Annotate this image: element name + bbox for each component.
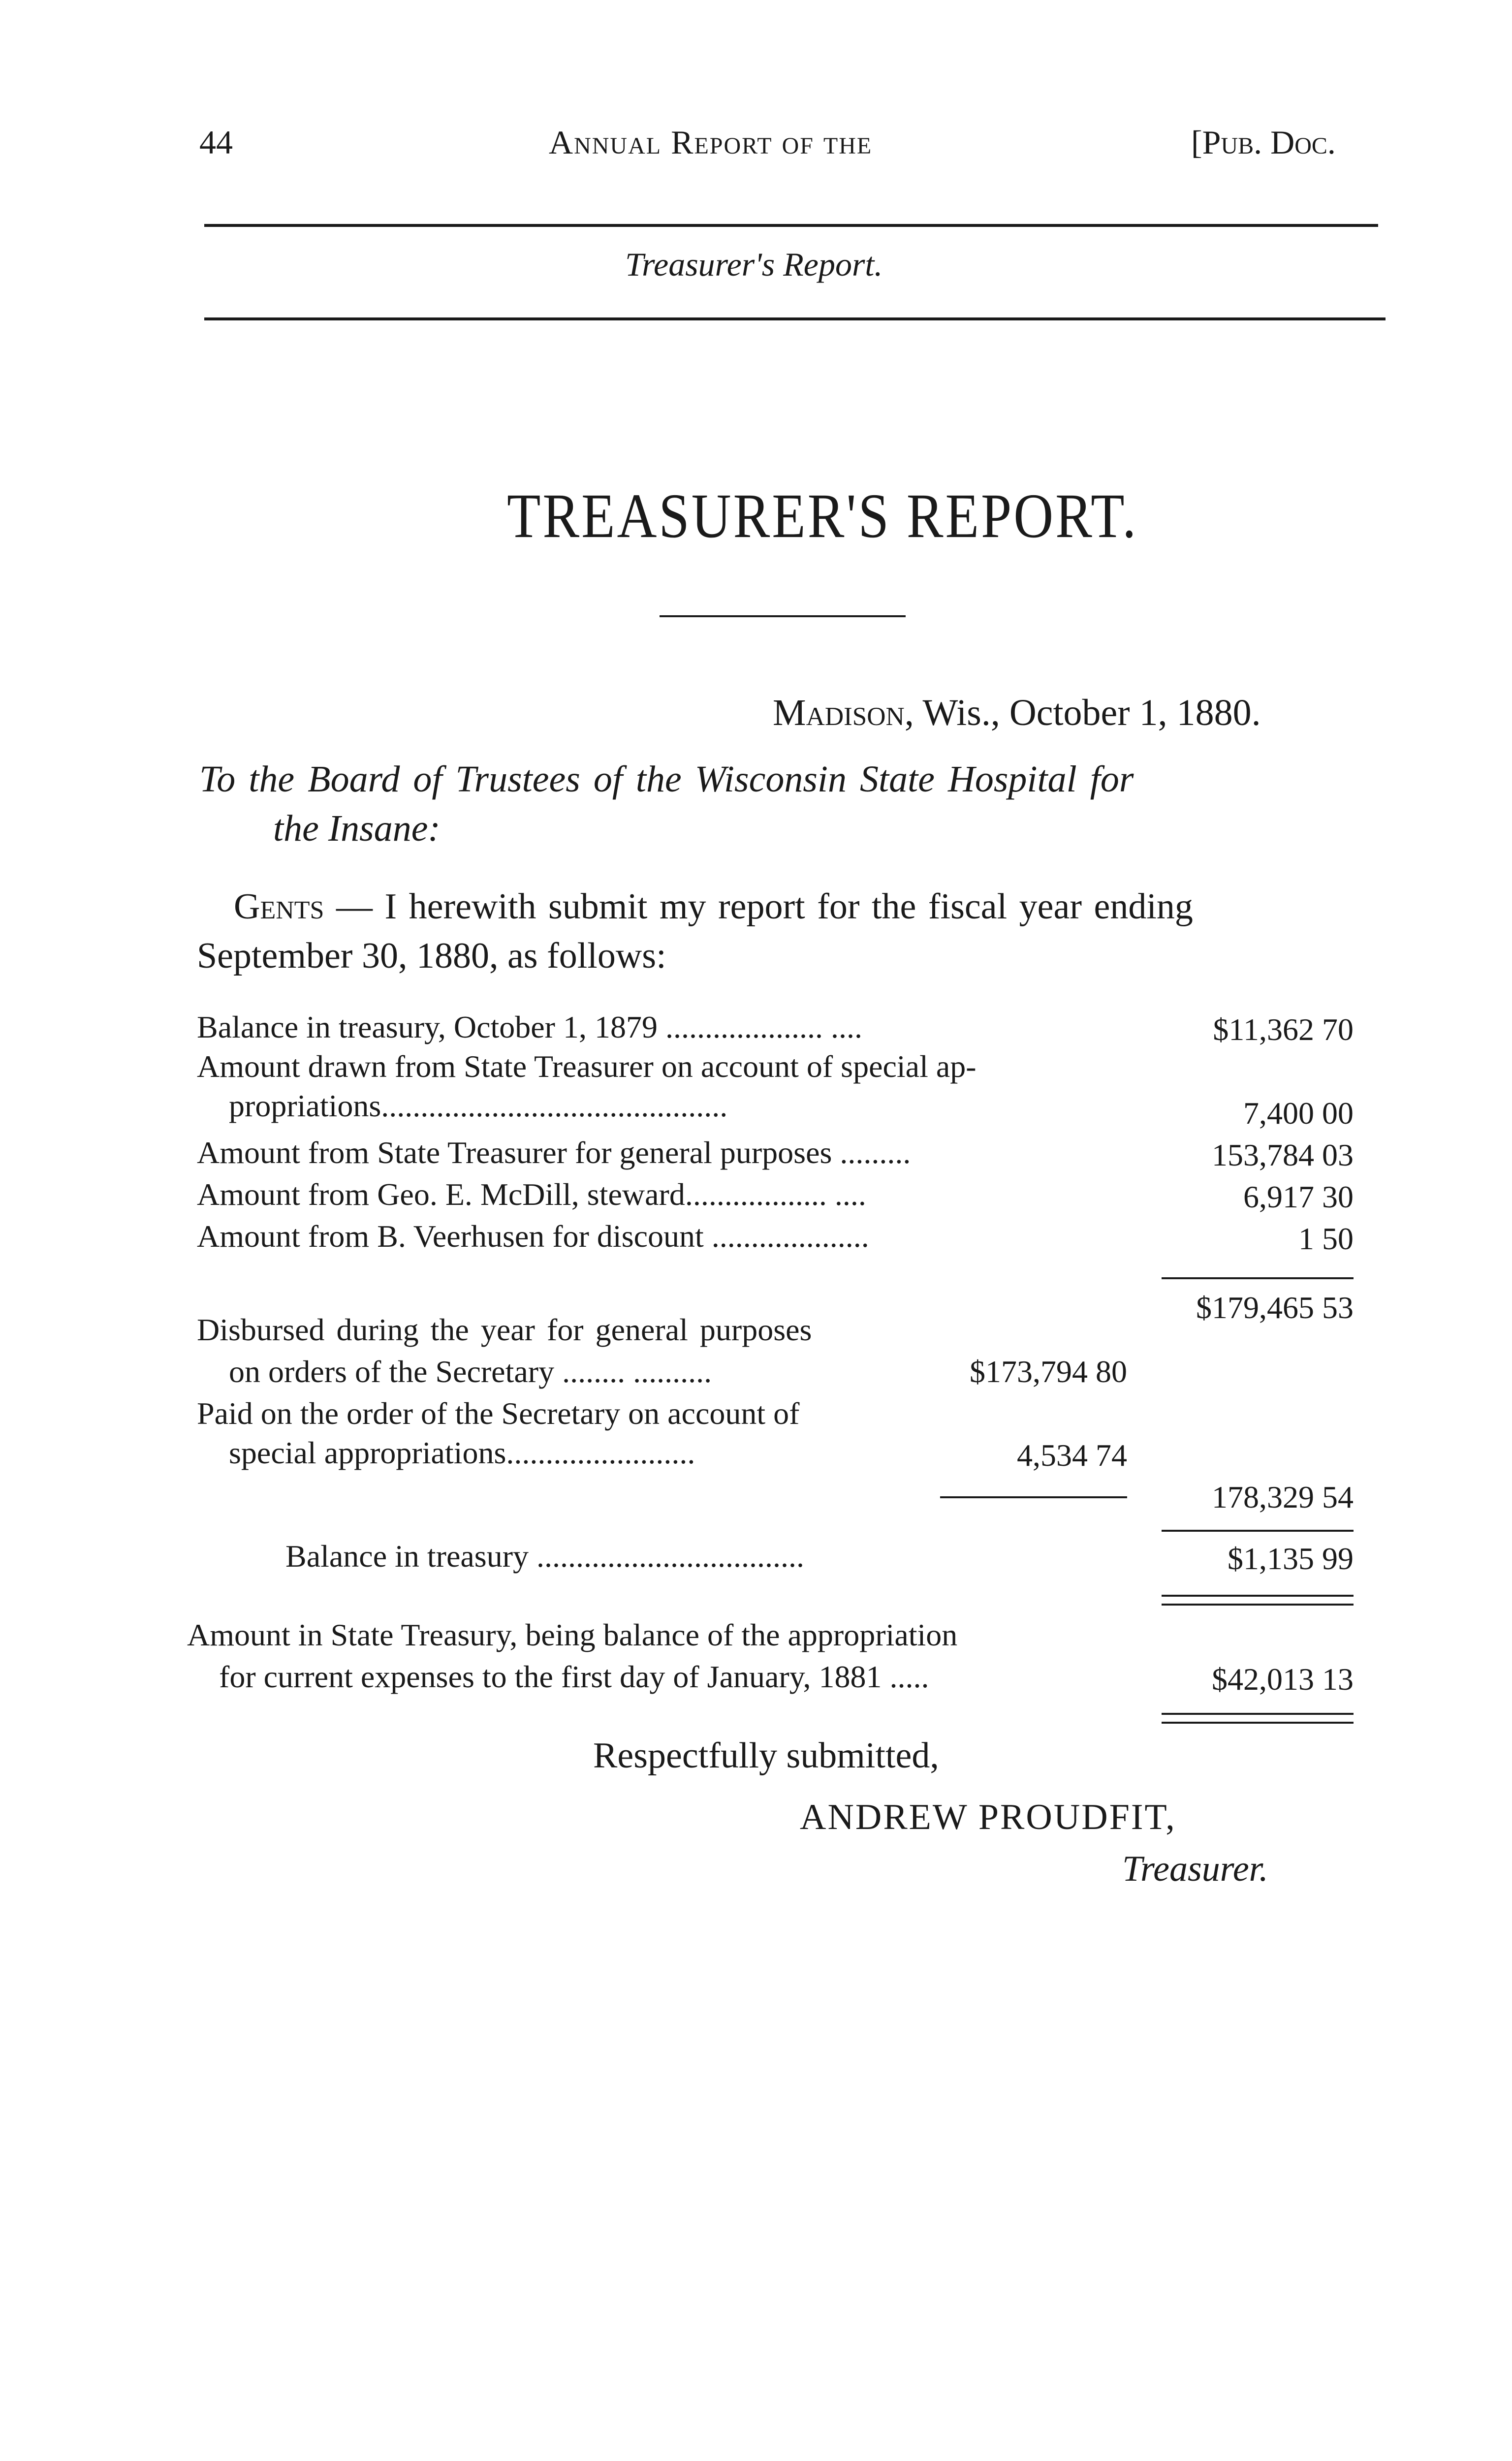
header-rule-bottom bbox=[204, 317, 1386, 320]
receipt-3-amount: 153,784 03 bbox=[1212, 1137, 1354, 1172]
header-rule-top bbox=[204, 224, 1378, 227]
receipt-2-amount: 7,400 00 bbox=[1243, 1096, 1354, 1131]
signatory-name: ANDREW PROUDFIT, bbox=[800, 1797, 1176, 1837]
disbursements-total: 178,329 54 bbox=[1212, 1480, 1354, 1514]
balance-double-rule bbox=[1162, 1595, 1354, 1606]
intro-line-2: September 30, 1880, as follows: bbox=[197, 936, 666, 976]
address-line-1: To the Board of Trustees of the Wisconsin State Hospital for bbox=[199, 758, 1134, 800]
disbursement-1-label-cont: on orders of the Secretary ........ .......... bbox=[229, 1354, 712, 1389]
signatory-role: Treasurer. bbox=[1122, 1849, 1268, 1889]
receipt-1-amount: $11,362 70 bbox=[1213, 1012, 1354, 1047]
disbursement-2-amount: 4,534 74 bbox=[1017, 1438, 1127, 1473]
dateline bbox=[773, 692, 1261, 734]
receipt-4-label: Amount from Geo. E. McDill, steward.................. .... bbox=[197, 1177, 866, 1212]
state-treasury-label: Amount in State Treasury, being balance of the appropriation bbox=[187, 1617, 958, 1652]
balance-label: Balance in treasury .................................. bbox=[285, 1539, 804, 1574]
receipt-4-amount: 6,917 30 bbox=[1243, 1179, 1354, 1214]
balance-amount: $1,135 99 bbox=[1228, 1541, 1354, 1576]
page-number: 44 bbox=[199, 124, 233, 161]
doc-label: [Pub. Doc. bbox=[1191, 124, 1336, 161]
state-treasury-double-rule bbox=[1162, 1713, 1354, 1724]
balance-rule bbox=[1162, 1530, 1354, 1532]
state-treasury-label-cont: for current expenses to the first day of January, 1881 ..... bbox=[219, 1659, 929, 1694]
receipt-2-label: Amount drawn from State Treasurer on account of special ap- bbox=[197, 1049, 976, 1084]
receipt-3-label: Amount from State Treasurer for general purposes ......... bbox=[197, 1135, 911, 1170]
section-subheader: Treasurer's Report. bbox=[625, 246, 883, 283]
receipt-1-label: Balance in treasury, October 1, 1879 .................... .... bbox=[197, 1010, 862, 1044]
intro-text: — I herewith submit my report for the fiscal year ending bbox=[324, 886, 1193, 927]
address-line-2: the Insane: bbox=[273, 808, 441, 849]
disbursement-2-label-cont: special appropriations........................ bbox=[229, 1435, 695, 1470]
disbursement-2-label: Paid on the order of the Secretary on account of bbox=[197, 1396, 800, 1431]
dateline-place: Madison bbox=[773, 692, 905, 733]
receipt-5-label: Amount from B. Veerhusen for discount .................... bbox=[197, 1219, 869, 1254]
closing-phrase: Respectfully submitted, bbox=[593, 1735, 939, 1776]
intro-line-1 bbox=[234, 886, 1193, 928]
running-title: Annual Report of the bbox=[549, 124, 873, 161]
report-title: TREASURER'S REPORT. bbox=[507, 481, 1138, 551]
disbursement-1-label: Disbursed during the year for general purposes bbox=[197, 1312, 812, 1347]
receipts-total: $179,465 53 bbox=[1196, 1290, 1354, 1325]
state-treasury-amount: $42,013 13 bbox=[1212, 1662, 1354, 1697]
receipts-total-rule bbox=[1162, 1277, 1354, 1279]
salutation: Gents bbox=[234, 886, 324, 927]
title-rule bbox=[660, 615, 906, 617]
receipt-2-label-cont: propriations............................................ bbox=[229, 1088, 728, 1123]
dateline-rest: , Wis., October 1, 1880. bbox=[904, 692, 1261, 733]
disbursement-1-amount: $173,794 80 bbox=[970, 1354, 1127, 1389]
disbursements-rule bbox=[940, 1496, 1127, 1498]
receipt-5-amount: 1 50 bbox=[1298, 1221, 1354, 1256]
